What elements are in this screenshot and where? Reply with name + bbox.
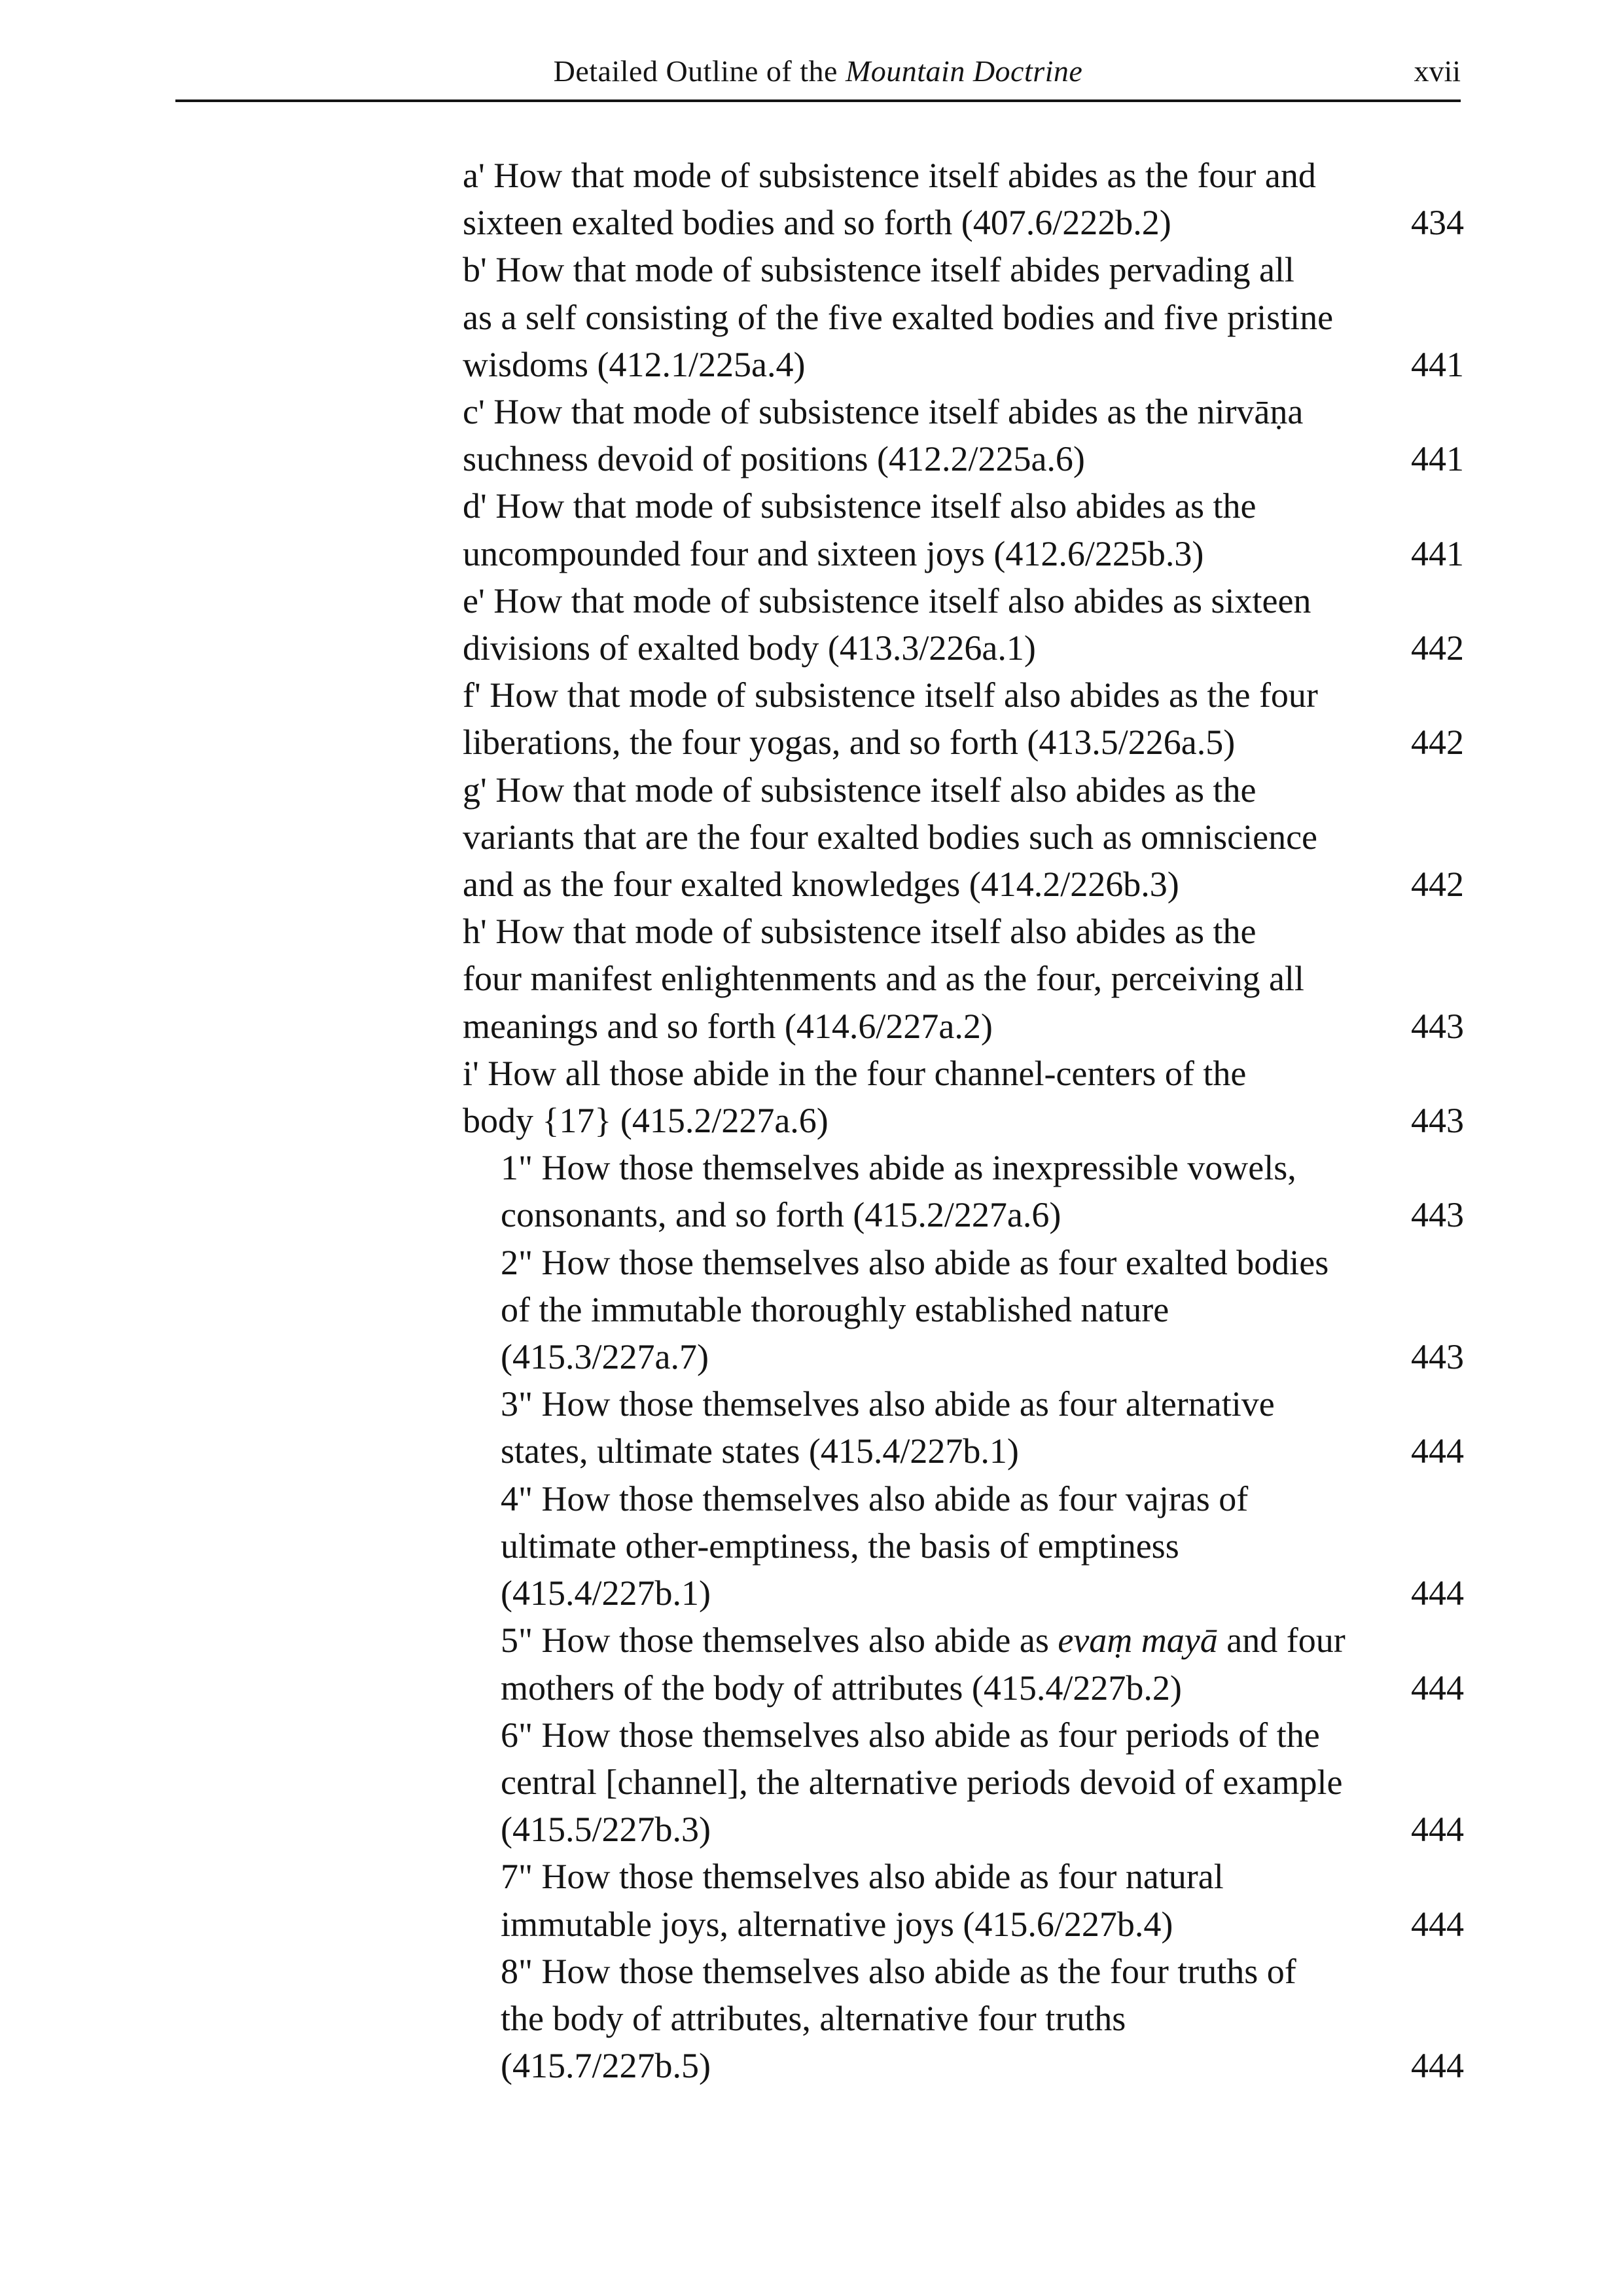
entry-line: four manifest enlightenments and as the four, perceiving all <box>463 959 1304 999</box>
entry-line: a' How that mode of subsistence itself abides as the four and <box>463 156 1316 195</box>
subentry-line: states, ultimate states (415.4/227b.1) <box>501 1431 1019 1471</box>
outline-entry <box>463 766 1464 908</box>
subentry-line: the body of attributes, alternative four truths <box>501 1998 1126 2038</box>
entry-line: i' How all those abide in the four channel-centers of the <box>463 1053 1247 1093</box>
subentry-line: 3" How those themselves also abide as four alternative <box>501 1384 1275 1424</box>
outline-entry <box>463 908 1464 1050</box>
running-title <box>175 54 1461 88</box>
entry-line: as a self consisting of the five exalted bodies and five pristine <box>463 297 1334 337</box>
header-rule <box>175 99 1461 102</box>
outline-entry <box>463 246 1464 388</box>
outline-entry <box>463 152 1464 246</box>
subentry-line: 4" How those themselves also abide as four vajras of <box>501 1479 1249 1518</box>
entry-line: uncompounded four and sixteen joys (412.6/225b.3) <box>463 533 1204 573</box>
running-title-italic: Mountain Doctrine <box>845 54 1083 88</box>
subentry-page-number: 444 <box>1411 1668 1464 1708</box>
entry-line: meanings and so forth (414.6/227a.2) <box>463 1006 993 1046</box>
subentry-page-number: 444 <box>1411 2046 1464 2086</box>
entry-line: e' How that mode of subsistence itself also abides as sixteen <box>463 581 1311 620</box>
entry-line: suchness devoid of positions (412.2/225a.6) <box>463 439 1085 479</box>
outline-entry <box>463 388 1464 482</box>
outline-subentry <box>501 1239 1464 1381</box>
entry-line: variants that are the four exalted bodies such as omniscience <box>463 817 1318 857</box>
subentry-page-number: 443 <box>1411 1337 1464 1377</box>
subentry-line: 1" How those themselves abide as inexpressible vowels, <box>501 1148 1296 1188</box>
entry-line: divisions of exalted body (413.3/226a.1) <box>463 628 1036 668</box>
outline-entry <box>463 482 1464 577</box>
entry-page-number: 441 <box>1411 344 1464 384</box>
entry-line: sixteen exalted bodies and so forth (407.6/222b.2) <box>463 203 1171 243</box>
subentry-line: 7" How those themselves also abide as four natural <box>501 1857 1224 1897</box>
entry-line: and as the four exalted knowledges (414.2/226b.3) <box>463 865 1179 905</box>
subentry-line: (415.5/227b.3) <box>501 1810 711 1850</box>
outline-entry <box>463 1050 1464 1144</box>
entry-line: g' How that mode of subsistence itself also abides as the <box>463 770 1257 810</box>
subentry-line: central [channel], the alternative periods devoid of example <box>501 1762 1343 1802</box>
outline-subentry <box>501 1712 1464 1854</box>
entry-page-number: 442 <box>1411 628 1464 668</box>
outline-list <box>463 152 1464 2089</box>
subentry-page-number: 443 <box>1411 1195 1464 1235</box>
entry-page-number: 443 <box>1411 1101 1464 1141</box>
subentry-line: consonants, and so forth (415.2/227a.6) <box>501 1195 1061 1235</box>
entry-line: d' How that mode of subsistence itself also abides as the <box>463 486 1257 526</box>
subentry-page-number: 444 <box>1411 1431 1464 1471</box>
subentry-line <box>501 1617 1464 1664</box>
running-title-prefix: Detailed Outline of the <box>553 54 846 88</box>
entry-page-number: 442 <box>1411 723 1464 762</box>
outline-subentry <box>501 1853 1464 1947</box>
entry-page-number: 434 <box>1411 203 1464 243</box>
outline-subentry <box>501 1380 1464 1475</box>
subentry-line: (415.7/227b.5) <box>501 2046 711 2086</box>
entry-line: c' How that mode of subsistence itself abides as the nirvāṇa <box>463 392 1304 432</box>
entry-line: b' How that mode of subsistence itself abides pervading all <box>463 250 1294 290</box>
subentry-line: ultimate other-emptiness, the basis of emptiness <box>501 1526 1179 1566</box>
subentry-text: and four <box>1217 1621 1346 1660</box>
page-number: xvii <box>1414 54 1461 88</box>
subentry-text: 5" How those themselves also abide as <box>501 1621 1058 1660</box>
entry-line: wisdoms (412.1/225a.4) <box>463 344 806 384</box>
subentry-line: of the immutable thoroughly established nature <box>501 1289 1169 1329</box>
subentry-line: mothers of the body of attributes (415.4/227b.2) <box>501 1668 1182 1708</box>
entry-page-number: 443 <box>1411 1006 1464 1046</box>
subentry-line: immutable joys, alternative joys (415.6/227b.4) <box>501 1904 1173 1944</box>
outline-subentry <box>501 1948 1464 2090</box>
running-header <box>175 50 1461 97</box>
subentry-page-number: 444 <box>1411 1810 1464 1850</box>
subentry-line: (415.3/227a.7) <box>501 1337 709 1377</box>
entry-line: liberations, the four yogas, and so forth (413.5/226a.5) <box>463 723 1236 762</box>
subentry-line: 6" How those themselves also abide as four periods of the <box>501 1715 1320 1755</box>
subentry-page-number: 444 <box>1411 1573 1464 1613</box>
outline-entry <box>463 672 1464 766</box>
entry-line: body {17} (415.2/227a.6) <box>463 1101 829 1141</box>
entry-page-number: 441 <box>1411 533 1464 573</box>
subentry-line: (415.4/227b.1) <box>501 1573 711 1613</box>
subentry-line: 2" How those themselves also abide as four exalted bodies <box>501 1242 1329 1282</box>
outline-subentry <box>501 1617 1464 1711</box>
entry-page-number: 441 <box>1411 439 1464 479</box>
subentry-page-number: 444 <box>1411 1904 1464 1944</box>
subentry-line: 8" How those themselves also abide as the four truths of <box>501 1951 1296 1991</box>
sanskrit-term: evaṃ mayā <box>1058 1621 1218 1660</box>
outline-subentry <box>501 1475 1464 1617</box>
entry-line: f' How that mode of subsistence itself also abides as the four <box>463 675 1318 715</box>
entry-page-number: 442 <box>1411 865 1464 905</box>
outline-entry <box>463 577 1464 672</box>
entry-line: h' How that mode of subsistence itself also abides as the <box>463 912 1257 952</box>
outline-subentry <box>501 1144 1464 1238</box>
